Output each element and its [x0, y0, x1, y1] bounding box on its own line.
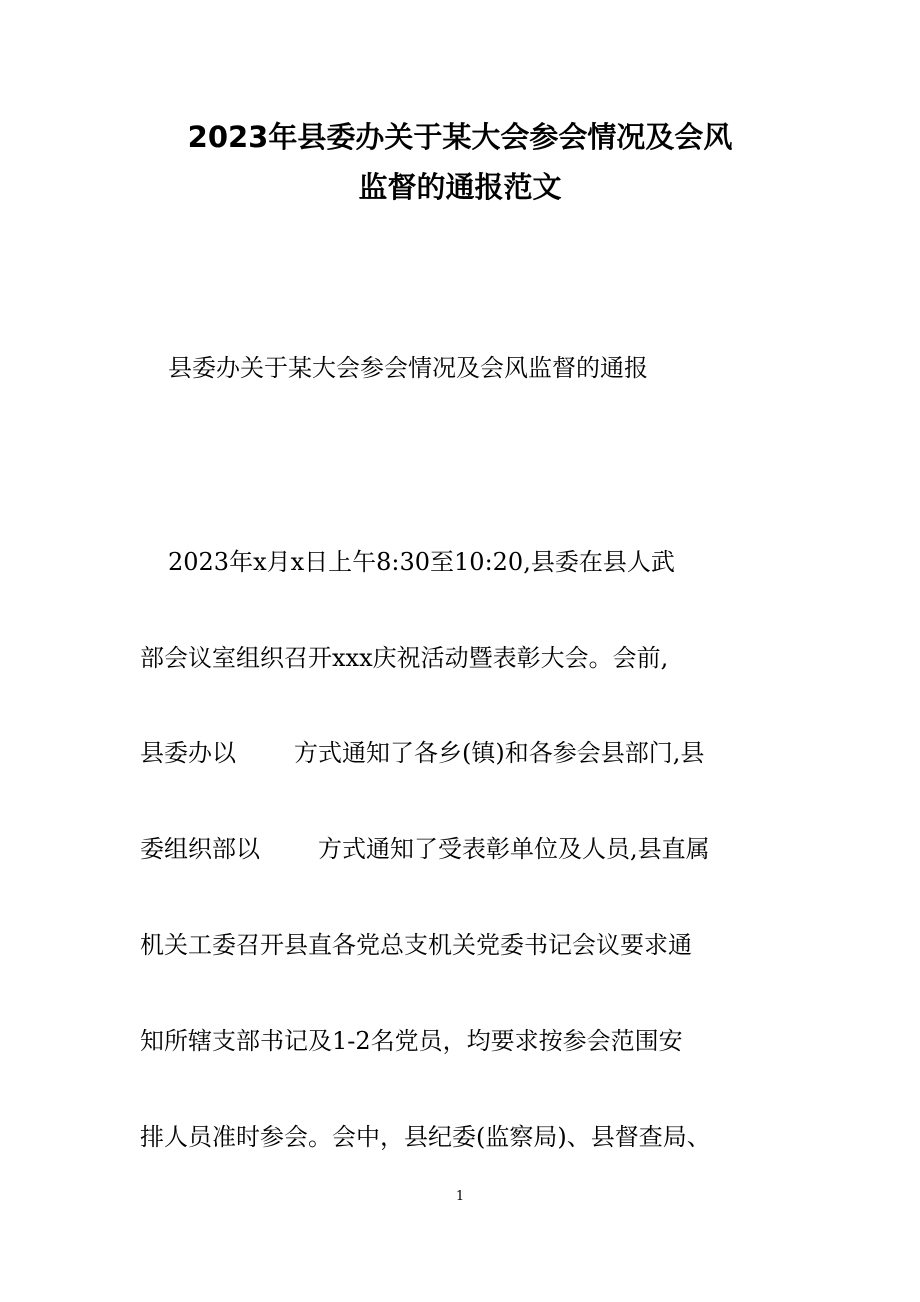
body-line-4-part-1: 委组织部以 — [140, 835, 260, 863]
notice-subtitle: 县委办关于某大会参会情况及会风监督的通报 — [168, 354, 648, 382]
title-line-2: 监督的通报范文 — [358, 170, 562, 204]
body-line-5: 机关工委召开县直各党总支机关党委书记会议要求通 — [140, 931, 692, 959]
body-line-3-part-2: 方式通知了各乡(镇)和各参会县部门,县 — [294, 739, 705, 767]
body-line-1: 2023年x月x日上午8:30至10:20,县委在县人武 — [168, 548, 675, 576]
body-line-3 — [140, 733, 704, 773]
page-number: 1 — [455, 1189, 465, 1204]
body-line-2: 部会议室组织召开xxx庆祝活动暨表彰大会。会前, — [140, 644, 669, 672]
body-line-3-part-1: 县委办以 — [140, 739, 236, 767]
document-title — [0, 112, 920, 212]
body-line-7: 排人员准时参会。会中，县纪委(监察局)、县督查局、 — [140, 1123, 711, 1151]
body-line-4 — [140, 829, 710, 869]
body-line-4-part-2: 方式通知了受表彰单位及人员,县直属 — [318, 835, 710, 863]
title-line-1: 2023年县委办关于某大会参会情况及会风 — [187, 120, 733, 154]
body-line-6: 知所辖支部书记及1-2名党员，均要求按参会范围安 — [140, 1027, 683, 1055]
